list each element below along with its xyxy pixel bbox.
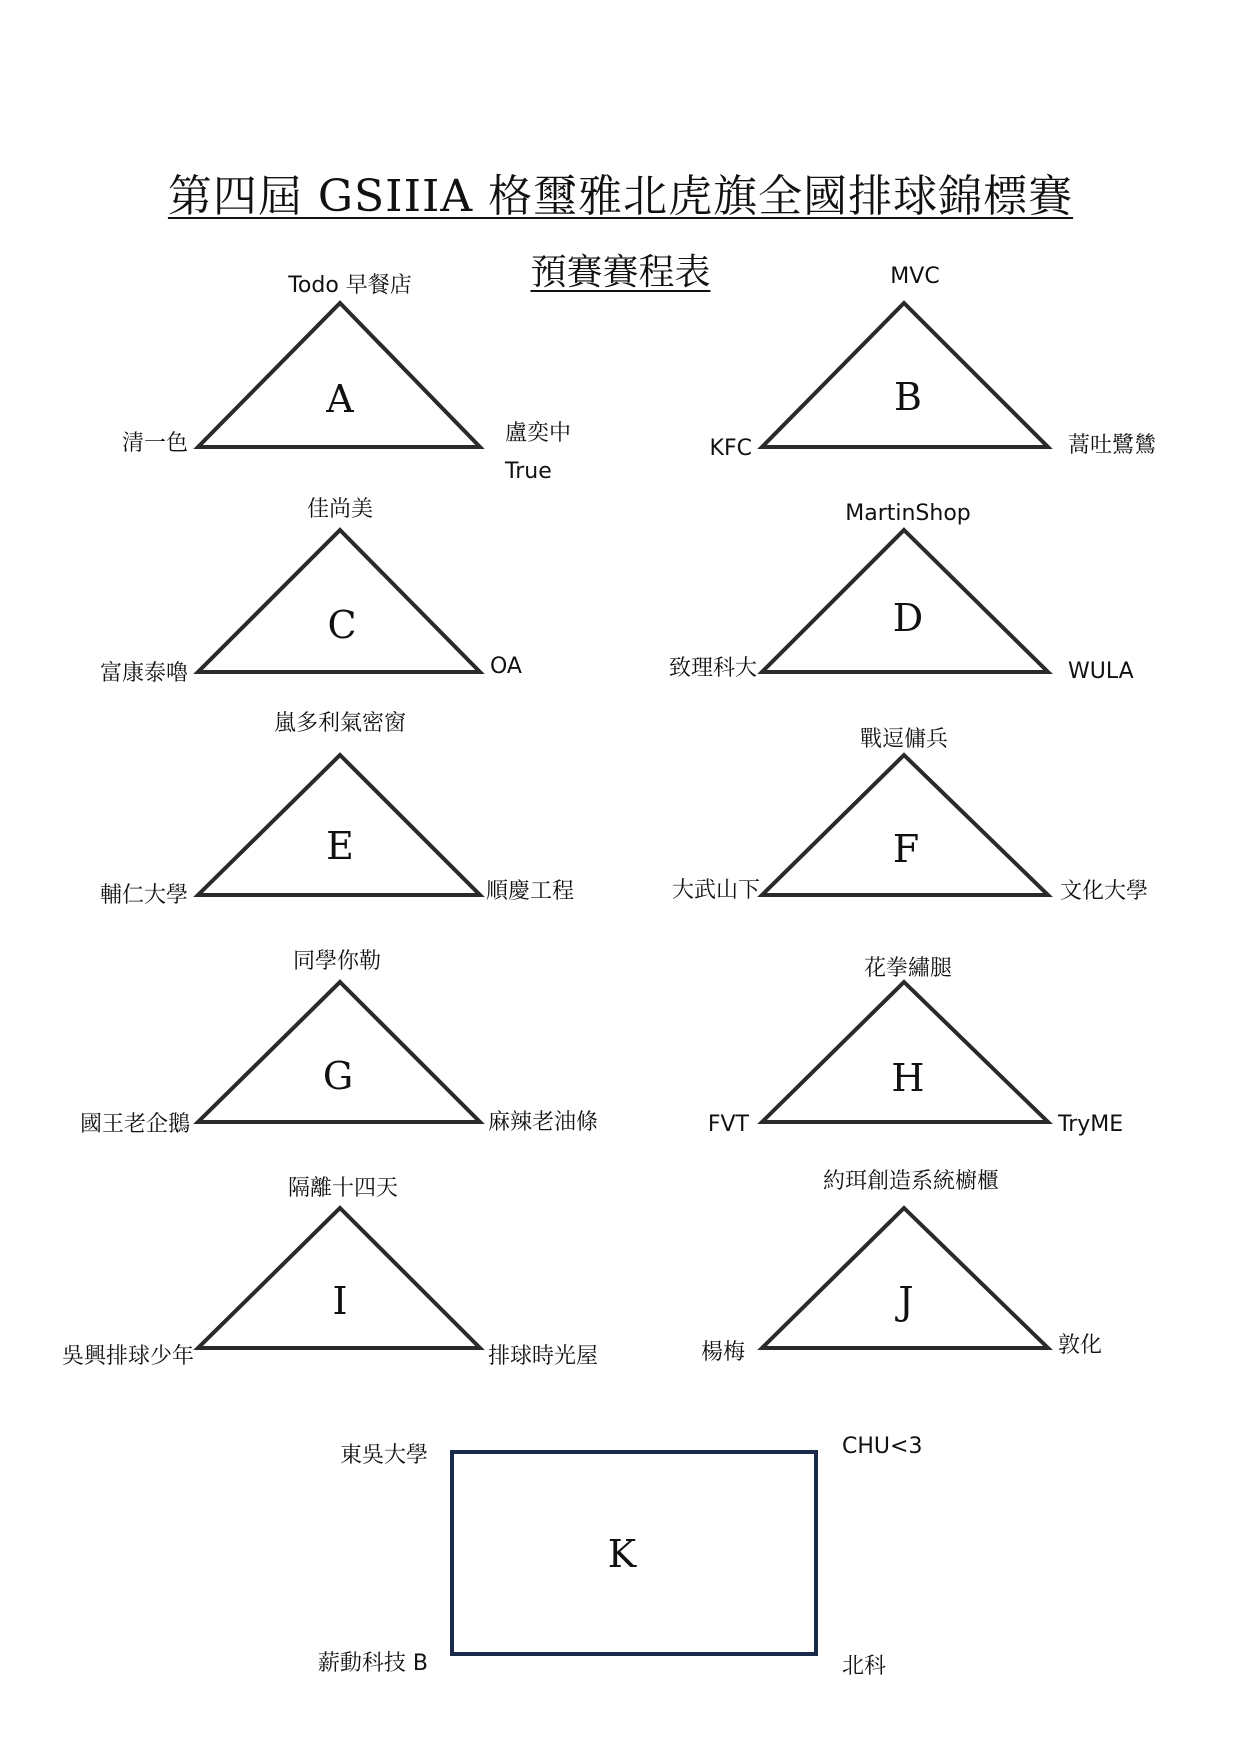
group-a-team-right-line2: True bbox=[505, 459, 552, 484]
group-f-team-right: 文化大學 bbox=[1060, 879, 1149, 904]
group-j-team-right: 敦化 bbox=[1058, 1333, 1103, 1358]
group-c-team-left: 富康泰嚕 bbox=[99, 661, 188, 686]
group-a-triangle bbox=[198, 303, 480, 447]
group-j-team-top: 約珥創造系統櫥櫃 bbox=[822, 1169, 1000, 1194]
group-b-team-left: KFC bbox=[709, 436, 752, 461]
group-j-team-left: 楊梅 bbox=[700, 1340, 745, 1365]
group-j-triangle bbox=[762, 1208, 1048, 1348]
group-i-team-right: 排球時光屋 bbox=[488, 1344, 599, 1369]
group-k-team-top-right: CHU<3 bbox=[842, 1434, 923, 1459]
group-d-letter: D bbox=[892, 596, 924, 640]
group-j-letter: J bbox=[898, 1279, 914, 1323]
group-e-team-right: 順慶工程 bbox=[486, 879, 575, 904]
group-b-team-right: 蒿吐鷺鷥 bbox=[1068, 433, 1157, 458]
group-h-triangle bbox=[762, 982, 1048, 1122]
group-g-team-right: 麻辣老油條 bbox=[488, 1110, 599, 1135]
group-b-team-top: MVC bbox=[890, 264, 940, 289]
group-g-team-left: 國王老企鵝 bbox=[79, 1112, 190, 1137]
group-f-team-top: 戰逗傭兵 bbox=[859, 727, 949, 752]
group-d-team-left: 致理科大 bbox=[668, 656, 757, 681]
group-k-team-bottom-left: 薪動科技 B bbox=[317, 1651, 428, 1676]
group-a-team-top: Todo 早餐店 bbox=[288, 273, 412, 298]
group-k-team-bottom-right: 北科 bbox=[842, 1654, 887, 1679]
group-e-letter: E bbox=[326, 824, 354, 868]
group-h-team-right: TryME bbox=[1058, 1112, 1124, 1137]
group-g-letter: G bbox=[322, 1054, 354, 1098]
group-c-team-right: OA bbox=[490, 654, 522, 679]
page-title: 第四屆 GSIIIA 格璽雅北虎旗全國排球錦標賽 bbox=[167, 171, 1074, 222]
group-h-team-left: FVT bbox=[707, 1112, 749, 1137]
group-h-letter: H bbox=[891, 1056, 925, 1100]
group-f-team-left: 大武山下 bbox=[671, 878, 760, 903]
group-k-letter: K bbox=[607, 1532, 637, 1576]
group-k-team-top-left: 東吳大學 bbox=[339, 1443, 428, 1468]
group-d-team-top: MartinShop bbox=[845, 501, 971, 526]
group-i-letter: I bbox=[332, 1279, 348, 1323]
group-e-team-left: 輔仁大學 bbox=[99, 883, 188, 908]
group-g-triangle bbox=[198, 982, 480, 1122]
group-a-letter: A bbox=[326, 377, 354, 421]
group-g-team-top: 同學你勒 bbox=[292, 949, 382, 974]
group-i-team-left: 吳興排球少年 bbox=[61, 1344, 194, 1369]
group-f-triangle bbox=[762, 755, 1048, 895]
group-f-letter: F bbox=[892, 827, 920, 871]
group-i-team-top: 隔離十四天 bbox=[287, 1176, 399, 1201]
group-e-team-top: 嵐多利氣密窗 bbox=[273, 711, 407, 736]
group-a-team-left: 清一色 bbox=[121, 431, 188, 456]
group-c-triangle bbox=[198, 530, 480, 672]
page-subtitle: 預賽賽程表 bbox=[530, 252, 711, 293]
group-b-letter: B bbox=[894, 375, 922, 419]
group-a-team-right: 盧奕中 bbox=[505, 421, 572, 446]
group-c-letter: C bbox=[327, 603, 357, 647]
group-h-team-top: 花拳繡腿 bbox=[863, 956, 953, 981]
group-d-team-right: WULA bbox=[1068, 659, 1134, 684]
group-c-team-top: 佳尚美 bbox=[306, 497, 374, 522]
group-i-triangle bbox=[198, 1208, 480, 1348]
